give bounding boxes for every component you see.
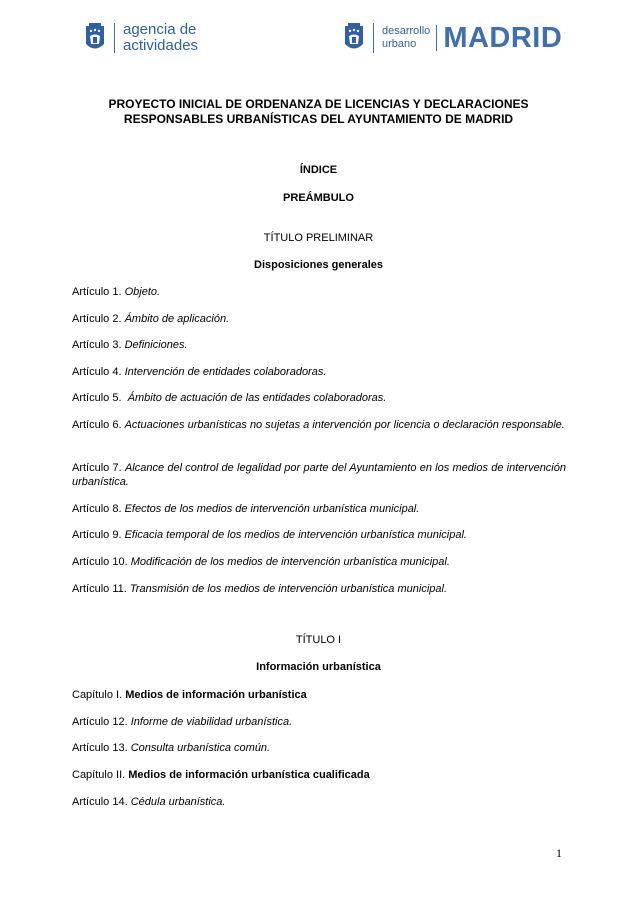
page-number: 1 <box>556 846 562 860</box>
article-entry <box>72 582 566 596</box>
article-title: Cédula urbanística. <box>130 796 226 808</box>
article-title: Definiciones. <box>124 339 188 351</box>
chapter-title: Medios de información urbanística cualificada <box>128 769 370 781</box>
madrid-shield-icon <box>84 22 106 54</box>
chapter-number: Capítulo I. <box>72 689 123 701</box>
article-entry <box>72 461 566 489</box>
article-entry <box>72 555 566 569</box>
article-title: Intervención de entidades colaboradoras. <box>124 366 327 378</box>
document-title: PROYECTO INICIAL DE ORDENANZA DE LICENCIAS Y DECLARACIONES RESPONSABLES URBANÍSTICAS DEL AYUNTAMIENTO DE MADRID <box>108 97 529 126</box>
article-number: Artículo 14. <box>72 796 128 808</box>
article-number: Artículo 11. <box>72 583 127 595</box>
article-title: Ámbito de actuación de las entidades colaboradoras. <box>127 392 387 404</box>
chapter-title: Medios de información urbanística <box>125 689 307 701</box>
article-title: Informe de viabilidad urbanística. <box>130 716 293 728</box>
article-number: Artículo 8. <box>72 503 122 515</box>
page-header <box>0 16 637 64</box>
title-preliminar-heading: TÍTULO PRELIMINAR <box>263 232 374 244</box>
article-entry <box>72 391 566 405</box>
dept-line-2: urbano <box>382 38 417 50</box>
title-preliminar-subheading: Disposiciones generales <box>254 259 383 271</box>
article-title: Efectos de los medios de intervención urbanística municipal. <box>124 503 420 515</box>
article-number: Artículo 2. <box>72 313 122 325</box>
article-entry <box>72 312 566 326</box>
dept-line-1: desarrollo <box>382 25 431 37</box>
madrid-shield-icon <box>343 22 365 54</box>
agency-line-1: agencia de <box>123 21 197 38</box>
article-number: Artículo 10. <box>72 556 128 568</box>
city-name: MADRID <box>443 22 563 54</box>
agency-line-2: actividades <box>123 37 199 54</box>
article-entry <box>72 502 566 516</box>
article-title: Objeto. <box>124 286 161 298</box>
agency-name <box>123 22 198 54</box>
desarrollo-urbano-logo <box>343 22 562 54</box>
article-entry <box>72 285 566 299</box>
article-number: Artículo 9. <box>72 529 122 541</box>
article-entry <box>72 418 566 432</box>
article-number: Artículo 13. <box>72 742 128 754</box>
article-number: Artículo 5. <box>72 392 122 404</box>
chapter-number: Capítulo II. <box>72 769 126 781</box>
article-number: Artículo 7. <box>72 462 122 474</box>
article-entry <box>72 741 566 755</box>
article-entry <box>72 365 566 379</box>
preamble-heading: PREÁMBULO <box>283 192 354 204</box>
article-entry <box>72 528 566 542</box>
article-title: Eficacia temporal de los medios de intervención urbanística municipal. <box>124 529 467 541</box>
logo-divider <box>436 25 437 51</box>
article-number: Artículo 6. <box>72 419 122 431</box>
article-number: Artículo 4. <box>72 366 122 378</box>
article-title: Alcance del control de legalidad por parte del Ayuntamiento en los medios de intervención urbanística. <box>72 462 566 488</box>
title-1-subheading: Información urbanística <box>256 661 381 673</box>
article-number: Artículo 12. <box>72 716 128 728</box>
article-title: Ámbito de aplicación. <box>124 313 230 325</box>
chapter-entry <box>72 768 566 782</box>
article-title: Actuaciones urbanísticas no sujetas a intervención por licencia o declaración responsable. <box>124 419 565 431</box>
index-heading: ÍNDICE <box>299 164 338 176</box>
department-name <box>382 25 430 51</box>
chapter-entry <box>72 688 566 702</box>
article-entry <box>72 795 566 809</box>
logo-divider <box>114 23 115 53</box>
article-number: Artículo 1. <box>72 286 122 298</box>
logo-divider <box>373 23 374 53</box>
article-title: Transmisión de los medios de intervención urbanística municipal. <box>129 583 448 595</box>
article-title: Modificación de los medios de intervención urbanística municipal. <box>130 556 450 568</box>
article-title: Consulta urbanística común. <box>130 742 271 754</box>
title-1-heading: TÍTULO I <box>295 634 342 646</box>
article-number: Artículo 3. <box>72 339 122 351</box>
article-entry <box>72 338 566 352</box>
agencia-actividades-logo <box>84 22 198 54</box>
article-entry <box>72 715 566 729</box>
